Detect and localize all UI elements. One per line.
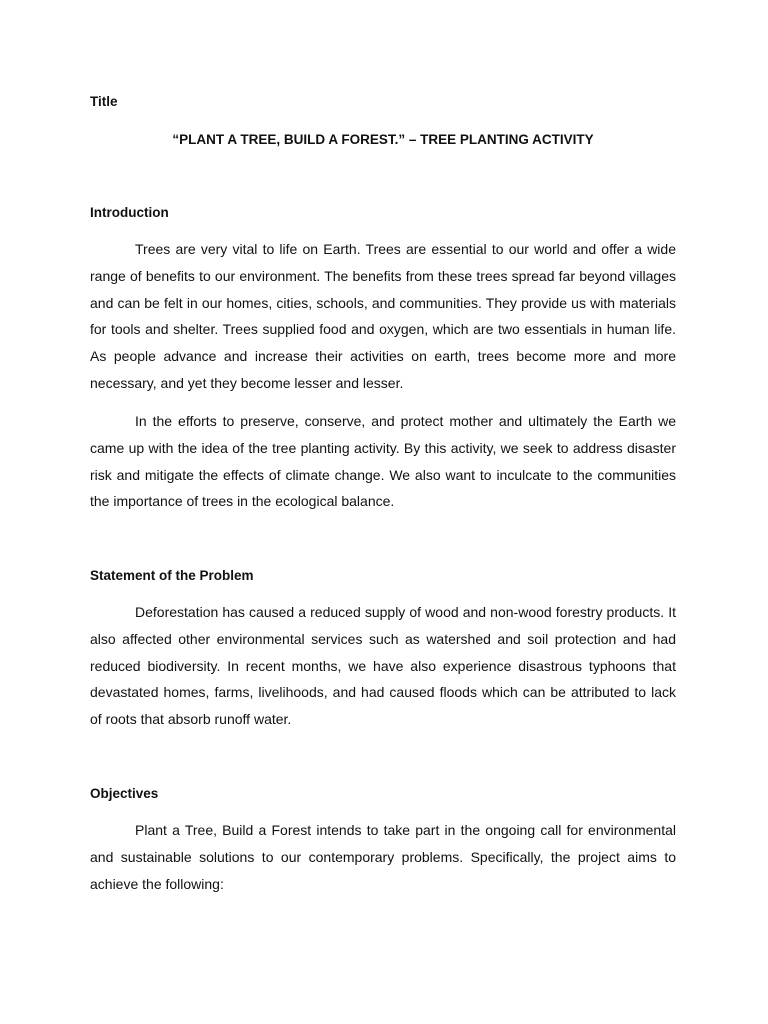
title-label: Title [90, 94, 118, 109]
problem-paragraph: Deforestation has caused a reduced supply of wood and non-wood forestry products. It also affected other environmental services such as watershed and soil protection and had reduced biodiversity. In recent months, we have also experience disastrous typhoons that devastated homes, farms, livelihoods, and had caused floods which can be attributed to lack of roots that absorb runoff water. [90, 604, 676, 728]
introduction-heading: Introduction [90, 205, 169, 220]
introduction-paragraph-2: In the efforts to preserve, conserve, and protect mother and ultimately the Earth we came up with the idea of the tree planting activity. By this activity, we seek to address disaster risk and mitigate the effects of climate change. We also want to inculcate to the communities the importance of trees in the ecological balance. [90, 413, 676, 510]
objectives-paragraph: Plant a Tree, Build a Forest intends to take part in the ongoing call for environmental and sustainable solutions to our contemporary problems. Specifically, the project aims to achieve the following: [90, 822, 676, 892]
objectives-heading: Objectives [90, 786, 159, 801]
document-title: “PLANT A TREE, BUILD A FOREST.” – TREE PLANTING ACTIVITY [172, 132, 594, 147]
introduction-paragraph-1: Trees are very vital to life on Earth. Trees are essential to our world and offer a wide range of benefits to our environment. The benefits from these trees spread far beyond villages and can be felt in our homes, cities, schools, and communities. They provide us with materials for tools and shelter. Trees supplied food and oxygen, which are two essentials in human life. As people advance and increase their activities on earth, trees become more and more necessary, and yet they become lesser and lesser. [90, 241, 676, 391]
problem-heading: Statement of the Problem [90, 568, 254, 583]
